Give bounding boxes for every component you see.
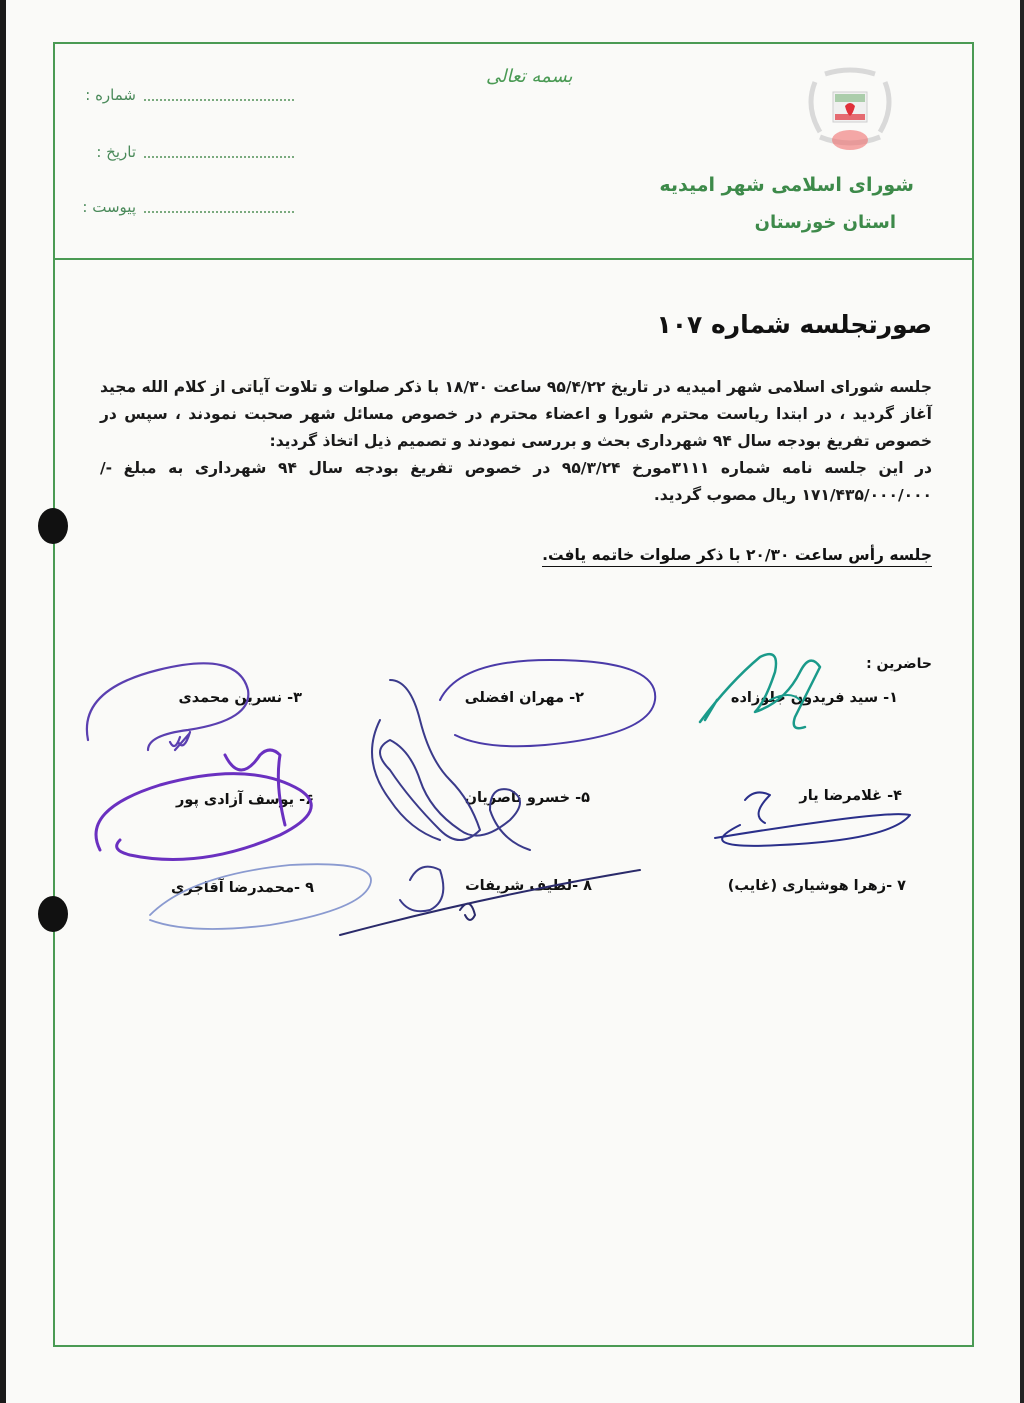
attendee-6: ۶- یوسف آزادی پور (176, 792, 314, 808)
emblem-icon (795, 62, 905, 162)
bismillah-calligraphy: بسمه تعالی (486, 66, 573, 87)
number-field (85, 86, 294, 104)
attendee-8: ۸ -لطیف شریفات (465, 878, 592, 894)
attendee-9: ۹ -محمدرضا آقاجری (171, 880, 314, 896)
minutes-paragraph-1: جلسه شورای اسلامی شهر امیدیه در تاریخ ۹۵/۴/۲۲ ساعت ۱۸/۳۰ با ذکر صلوات و تلاوت آیاتی از کلام الله مجید آغاز گردید ، در ابتدا ریاست محترم شورا و اعضاء محترم در خصوص مسائل شهر صحبت نمودند ، سپس در خصوص تفریغ بودجه سال ۹۴ شهرداری بحث و بررسی نمودند و تصمیم ذیل اتخاذ گردید: (100, 378, 932, 450)
attendee-1: ۱- سید فریدون جلوزاده (730, 690, 898, 706)
date-field (96, 143, 294, 161)
attendee-5: ۵- خسرو ناصریان (464, 790, 590, 806)
province-name: استان خوزستان (754, 212, 896, 233)
date-label: تاریخ : (96, 143, 136, 161)
attachment-field (82, 198, 294, 216)
attachment-label: پیوست : (82, 198, 136, 216)
attendee-4: ۴- غلامرضا یار (799, 788, 902, 804)
number-label: شماره : (85, 86, 136, 104)
number-blank (144, 98, 294, 101)
closing-statement: جلسه رأس ساعت ۲۰/۳۰ با ذکر صلوات خاتمه یافت. (542, 546, 932, 567)
attendees-label: حاضرین : (866, 656, 932, 672)
punch-hole-top (38, 508, 68, 544)
attendee-7: ۷ -زهرا هوشیاری (غایب) (727, 878, 906, 894)
council-name: شورای اسلامی شهر امیدیه (659, 174, 914, 196)
attendee-3: ۳- نسرین محمدی (178, 690, 302, 706)
minutes-body (100, 374, 932, 509)
date-blank (144, 155, 294, 158)
punch-hole-bottom (38, 896, 68, 932)
attachment-blank (144, 210, 294, 213)
attendee-2: ۲- مهران افضلی (464, 690, 584, 706)
scan-edge-right (1020, 0, 1024, 1403)
header-divider (53, 258, 974, 260)
document-title: صورتجلسه شماره ۱۰۷ (656, 310, 932, 339)
minutes-paragraph-2: در این جلسه نامه شماره ۳۱۱۱مورخ ۹۵/۳/۲۴ در خصوص تفریغ بودجه سال ۹۴ شهرداری به مبلغ -/۱۷۱/۴۳۵/۰۰۰/۰۰۰ ریال مصوب گردید. (100, 459, 932, 504)
